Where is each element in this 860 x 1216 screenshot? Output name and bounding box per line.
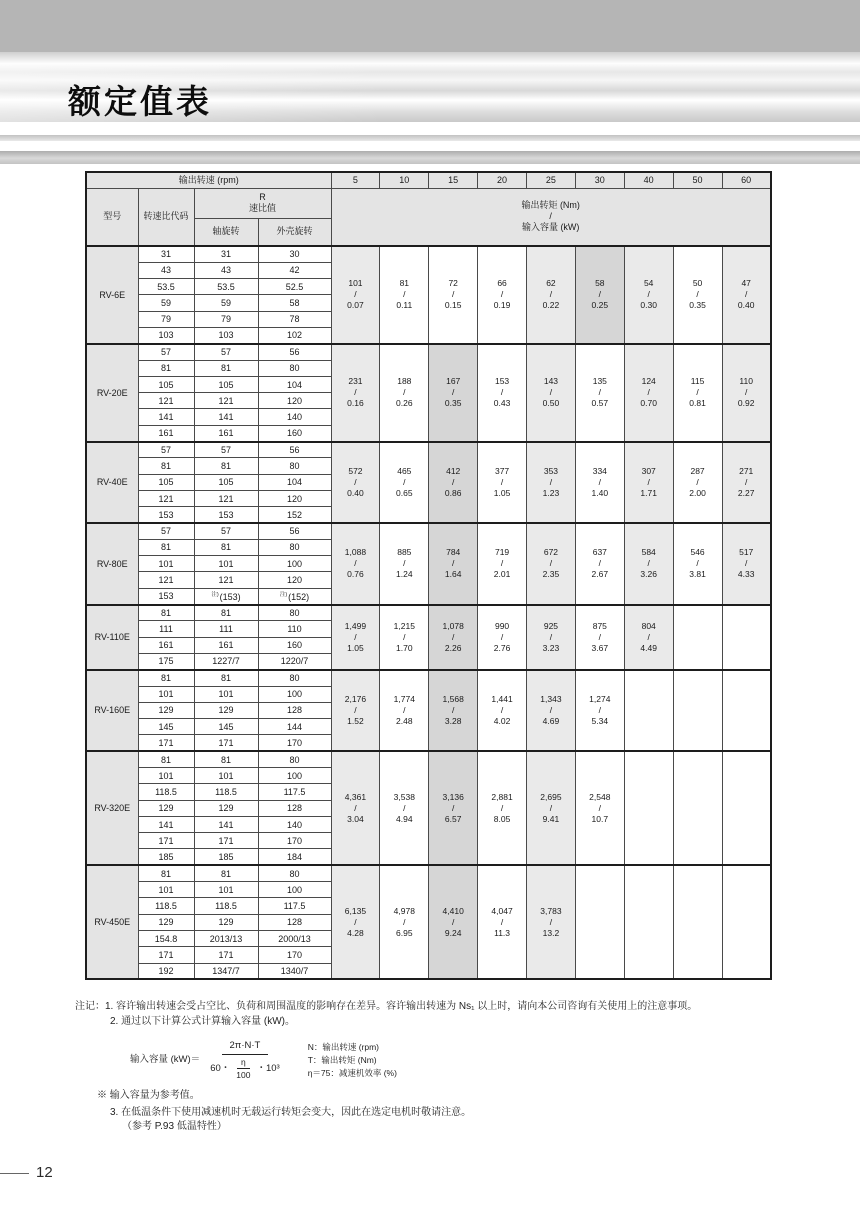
ratio-cell: 118.5	[138, 898, 194, 914]
torque-capacity-cell: 546 / 3.81	[673, 523, 722, 604]
table-row	[86, 246, 771, 262]
ratio-cell: 185	[194, 849, 258, 865]
ratio-cell: 57	[194, 523, 258, 539]
ratio-cell: 81	[138, 605, 194, 621]
torque-capacity-cell: 6,135 / 4.28	[331, 865, 380, 979]
torque-capacity-cell: 584 / 3.26	[624, 523, 673, 604]
torque-capacity-cell	[722, 670, 771, 751]
ratio-cell: 81	[194, 605, 258, 621]
torque-capacity-cell: 54 / 0.30	[624, 246, 673, 344]
torque-capacity-cell: 925 / 3.23	[527, 605, 576, 670]
note-3: 3. 在低温条件下使用减速机时无载运行转矩会变大，因此在选定电机时敬请注意。	[110, 1106, 472, 1118]
ratio-cell: 141	[138, 816, 194, 832]
torque-capacity-cell: 2,548 / 10.7	[575, 751, 624, 865]
torque-capacity-cell	[624, 670, 673, 751]
ratio-cell: 101	[138, 556, 194, 572]
torque-capacity-cell: 719 / 2.01	[478, 523, 527, 604]
torque-capacity-cell	[673, 751, 722, 865]
ratio-cell: 144	[258, 719, 331, 735]
ratio-cell: 56	[258, 523, 331, 539]
ratio-cell: 145	[138, 719, 194, 735]
ratio-cell: 81	[194, 539, 258, 555]
ratio-cell: 80	[258, 360, 331, 376]
ratio-cell: 171	[138, 833, 194, 849]
model-name: RV-20E	[86, 344, 138, 442]
ratio-cell: 118.5	[194, 784, 258, 800]
torque-capacity-cell: 58 / 0.25	[575, 246, 624, 344]
ratio-cell: 57	[138, 442, 194, 458]
ratio-cell: 129	[138, 800, 194, 816]
speed-header-row	[86, 172, 771, 188]
torque-header-line1: 输出转矩 (Nm)	[521, 199, 580, 210]
ratio-cell: 100	[258, 882, 331, 898]
torque-capacity-cell: 2,176 / 1.52	[331, 670, 380, 751]
ratio-cell: 59	[194, 295, 258, 311]
torque-capacity-cell: 990 / 2.76	[478, 605, 527, 670]
ratio-cell: 160	[258, 637, 331, 653]
ratio-cell: 121	[138, 572, 194, 588]
torque-capacity-cell: 4,410 / 9.24	[429, 865, 478, 979]
legend-n: N：输出转速 (rpm)	[307, 1042, 379, 1053]
ratio-cell: 154.8	[138, 930, 194, 946]
table-row	[86, 670, 771, 686]
torque-capacity-cell: 135 / 0.57	[575, 344, 624, 442]
ratio-cell: 141	[194, 816, 258, 832]
torque-capacity-cell: 637 / 2.67	[575, 523, 624, 604]
ratio-cell: 153	[138, 507, 194, 523]
ratio-cell: 141	[138, 409, 194, 425]
torque-capacity-cell: 188 / 0.26	[380, 344, 429, 442]
ratio-cell: 175	[138, 653, 194, 669]
ratio-cell: 101	[194, 882, 258, 898]
ratio-cell: 117.5	[258, 784, 331, 800]
ratio-cell: 140	[258, 816, 331, 832]
ratio-cell: 104	[258, 376, 331, 392]
ratio-cell: 121	[138, 393, 194, 409]
ratio-cell: 129	[138, 914, 194, 930]
ratio-cell: 105	[194, 474, 258, 490]
ratio-cell: 100	[258, 686, 331, 702]
ratio-cell: 121	[194, 572, 258, 588]
torque-capacity-cell	[673, 605, 722, 670]
torque-capacity-cell: 3,783 / 13.2	[527, 865, 576, 979]
model-name: RV-110E	[86, 605, 138, 670]
ratio-cell: 101	[138, 882, 194, 898]
formula-lhs: 输入容量 (kW)＝	[130, 1054, 201, 1066]
model-name: RV-160E	[86, 670, 138, 751]
model-header: 型号	[86, 188, 138, 246]
denominator-prefix: 60・	[210, 1062, 231, 1074]
ratio-cell: 43	[138, 262, 194, 278]
page-top-band	[0, 0, 860, 52]
ratio-cell: 80	[258, 670, 331, 686]
torque-capacity-cell	[722, 605, 771, 670]
ratio-cell: 128	[258, 914, 331, 930]
ratio-cell: 1347/7	[194, 963, 258, 979]
ratio-cell: 111	[138, 621, 194, 637]
footnote-mark: 注)	[211, 592, 219, 599]
model-name: RV-40E	[86, 442, 138, 523]
rating-table-section	[85, 171, 772, 980]
ratio-cell: 120	[258, 393, 331, 409]
ratio-cell: 192	[138, 963, 194, 979]
ratio-cell: 57	[138, 344, 194, 360]
footnote-mark: 注)	[279, 592, 288, 599]
ratio-cell: 141	[194, 409, 258, 425]
ratio-cell: 81	[194, 360, 258, 376]
ratio-cell: 152	[258, 507, 331, 523]
ratio-cell: 171	[138, 947, 194, 963]
page-top-fade	[0, 52, 860, 64]
ratio-cell: 101	[138, 768, 194, 784]
ratio-cell: 2013/13	[194, 930, 258, 946]
ratio-cell: 171	[138, 735, 194, 751]
torque-capacity-cell	[575, 865, 624, 979]
formula-fraction	[206, 1039, 284, 1081]
ratio-cell: 101	[194, 768, 258, 784]
legend-t: T：输出转矩 (Nm)	[307, 1054, 377, 1065]
ratio-cell: 101	[194, 686, 258, 702]
formula-denominator	[206, 1055, 284, 1082]
torque-capacity-cell: 81 / 0.11	[380, 246, 429, 344]
torque-capacity-cell: 110 / 0.92	[722, 344, 771, 442]
torque-header-slash: /	[549, 211, 552, 222]
torque-capacity-cell: 4,978 / 6.95	[380, 865, 429, 979]
torque-capacity-cell: 1,088 / 0.76	[331, 523, 380, 604]
torque-capacity-cell: 101 / 0.07	[331, 246, 380, 344]
ratio-cell: 31	[138, 246, 194, 262]
table-row	[86, 605, 771, 621]
eta-symbol: η	[237, 1056, 250, 1069]
torque-capacity-cell	[673, 670, 722, 751]
ratio-cell: 1340/7	[258, 963, 331, 979]
speed-col-header: 20	[478, 172, 527, 188]
ratio-cell: 145	[194, 719, 258, 735]
ratio-cell: 105	[194, 376, 258, 392]
model-name: RV-6E	[86, 246, 138, 344]
ratio-cell: 78	[258, 311, 331, 327]
ratio-cell: 118.5	[194, 898, 258, 914]
torque-capacity-cell: 1,568 / 3.28	[429, 670, 478, 751]
torque-capacity-cell	[722, 751, 771, 865]
note-1	[75, 1000, 855, 1015]
ratio-cell: 121	[194, 393, 258, 409]
ratio-cell: 153	[194, 507, 258, 523]
ratio-cell: 81	[194, 670, 258, 686]
torque-capacity-cell: 875 / 3.67	[575, 605, 624, 670]
ratio-cell: 111	[194, 621, 258, 637]
formula-legend	[308, 1041, 397, 1079]
ratio-cell: $^{注)}$(152)	[258, 588, 331, 604]
ratio-cell: 102	[258, 327, 331, 343]
ratio-cell: 161	[194, 637, 258, 653]
torque-capacity-cell: 784 / 1.64	[429, 523, 478, 604]
torque-capacity-cell: 62 / 0.22	[527, 246, 576, 344]
ratio-cell: 100	[258, 556, 331, 572]
ratio-cell: 171	[194, 947, 258, 963]
ratio-cell: 80	[258, 751, 331, 767]
ratio-cell: $^{注)}$(153)	[194, 588, 258, 604]
torque-capacity-cell: 1,774 / 2.48	[380, 670, 429, 751]
ratio-cell: 101	[138, 686, 194, 702]
ratio-cell: 31	[194, 246, 258, 262]
ratio-value-header-line1: R	[259, 191, 266, 202]
ratio-cell: 170	[258, 947, 331, 963]
torque-capacity-cell: 412 / 0.86	[429, 442, 478, 523]
ratio-cell: 81	[138, 360, 194, 376]
torque-capacity-cell	[624, 751, 673, 865]
torque-capacity-cell: 885 / 1.24	[380, 523, 429, 604]
torque-capacity-cell: 124 / 0.70	[624, 344, 673, 442]
ratio-cell: 80	[258, 539, 331, 555]
ratio-cell: 170	[258, 735, 331, 751]
ratio-cell: 53.5	[138, 279, 194, 295]
ratio-cell: 184	[258, 849, 331, 865]
footer-rule	[0, 1173, 29, 1174]
torque-capacity-cell: 66 / 0.19	[478, 246, 527, 344]
ratio-cell: 120	[258, 572, 331, 588]
torque-capacity-cell: 2,881 / 8.05	[478, 751, 527, 865]
torque-capacity-cell: 517 / 4.33	[722, 523, 771, 604]
eta-fraction	[232, 1056, 254, 1082]
divider-stripe	[0, 135, 860, 141]
ratio-cell: 171	[194, 735, 258, 751]
speed-header-label: 输出转速 (rpm)	[86, 172, 331, 188]
torque-capacity-cell: 167 / 0.35	[429, 344, 478, 442]
ratio-cell: 52.5	[258, 279, 331, 295]
ratio-cell: 105	[138, 474, 194, 490]
ratio-cell: 56	[258, 344, 331, 360]
torque-capacity-cell: 153 / 0.43	[478, 344, 527, 442]
ratio-cell: 118.5	[138, 784, 194, 800]
ratio-cell: 104	[258, 474, 331, 490]
ratio-cell: 57	[194, 344, 258, 360]
ratio-cell: 121	[138, 490, 194, 506]
ratio-cell: 1220/7	[258, 653, 331, 669]
ratio-cell: 129	[194, 914, 258, 930]
notes-label: 注记：	[75, 1001, 105, 1012]
ratio-cell: 80	[258, 605, 331, 621]
ratio-cell: 103	[138, 327, 194, 343]
ratio-cell: 81	[138, 539, 194, 555]
ratio-cell: 57	[138, 523, 194, 539]
ratio-cell: 105	[138, 376, 194, 392]
ratio-cell: 57	[194, 442, 258, 458]
ratio-cell: 161	[138, 637, 194, 653]
ratio-cell: 103	[194, 327, 258, 343]
ratio-cell: 153	[138, 588, 194, 604]
table-row	[86, 751, 771, 767]
speed-col-header: 15	[429, 172, 478, 188]
torque-capacity-cell: 4,047 / 11.3	[478, 865, 527, 979]
table-row	[86, 344, 771, 360]
torque-capacity-cell: 72 / 0.15	[429, 246, 478, 344]
page-banner	[0, 64, 860, 122]
ratio-cell: 100	[258, 768, 331, 784]
torque-capacity-cell: 1,343 / 4.69	[527, 670, 576, 751]
torque-capacity-cell: 1,215 / 1.70	[380, 605, 429, 670]
formula-numerator: 2π·N·T	[222, 1039, 269, 1055]
legend-eta: η＝75：减速机效率 (%)	[307, 1067, 397, 1078]
torque-capacity-cell: 143 / 0.50	[527, 344, 576, 442]
torque-capacity-cell	[722, 865, 771, 979]
ratio-cell: 170	[258, 833, 331, 849]
speed-col-header: 50	[673, 172, 722, 188]
torque-capacity-cell: 2,695 / 9.41	[527, 751, 576, 865]
eta-denominator: 100	[236, 1070, 251, 1081]
table-row	[86, 523, 771, 539]
ratio-cell: 30	[258, 246, 331, 262]
ratio-cell: 2000/13	[258, 930, 331, 946]
ratio-cell: 81	[138, 865, 194, 881]
torque-capacity-cell: 1,078 / 2.26	[429, 605, 478, 670]
note-1-text: 1. 容许输出转速会受占空比、负荷和周围温度的影响存在差异。容许输出转速为 Ns₁ 以上时，请向本公司咨询有关使用上的注意事项。	[105, 1001, 698, 1012]
torque-capacity-cell: 3,136 / 6.57	[429, 751, 478, 865]
torque-capacity-cell	[624, 865, 673, 979]
model-name: RV-80E	[86, 523, 138, 604]
ratio-cell: 129	[194, 800, 258, 816]
torque-capacity-cell: 804 / 4.49	[624, 605, 673, 670]
ratio-cell: 121	[194, 490, 258, 506]
capacity-header-line: 输入容量 (kW)	[521, 222, 580, 233]
ratio-cell: 53.5	[194, 279, 258, 295]
torque-capacity-cell: 1,499 / 1.05	[331, 605, 380, 670]
ratio-cell: 161	[194, 425, 258, 441]
reference-note: ※ 输入容量为参考值。	[97, 1090, 200, 1102]
ratio-cell: 101	[194, 556, 258, 572]
table-row	[86, 442, 771, 458]
torque-capacity-cell: 287 / 2.00	[673, 442, 722, 523]
ratio-cell: 160	[258, 425, 331, 441]
input-capacity-formula	[130, 1039, 855, 1081]
rating-table	[85, 171, 772, 980]
ratio-cell: 81	[194, 865, 258, 881]
torque-capacity-cell: 115 / 0.81	[673, 344, 722, 442]
speed-col-header: 5	[331, 172, 380, 188]
torque-capacity-cell: 334 / 1.40	[575, 442, 624, 523]
ratio-cell: 110	[258, 621, 331, 637]
ratio-cell: 56	[258, 442, 331, 458]
case-rotation-header: 外壳旋转	[258, 218, 331, 246]
speed-col-header: 60	[722, 172, 771, 188]
torque-capacity-cell: 1,274 / 5.34	[575, 670, 624, 751]
ratio-cell: 79	[194, 311, 258, 327]
page-footer	[0, 1160, 200, 1190]
ratio-cell: 79	[138, 311, 194, 327]
torque-capacity-cell: 572 / 0.40	[331, 442, 380, 523]
notes-section	[75, 1000, 855, 1135]
ratio-cell: 128	[258, 800, 331, 816]
torque-capacity-cell: 3,538 / 4.94	[380, 751, 429, 865]
ratio-value-header	[194, 188, 331, 218]
ratio-cell: 58	[258, 295, 331, 311]
model-name: RV-320E	[86, 751, 138, 865]
torque-capacity-cell: 672 / 2.35	[527, 523, 576, 604]
header-group-row	[86, 188, 771, 218]
ratio-cell: 129	[194, 702, 258, 718]
torque-capacity-cell: 1,441 / 4.02	[478, 670, 527, 751]
page-number: 12	[36, 1164, 53, 1181]
torque-capacity-cell: 307 / 1.71	[624, 442, 673, 523]
model-name: RV-450E	[86, 865, 138, 979]
torque-capacity-cell: 271 / 2.27	[722, 442, 771, 523]
torque-capacity-cell: 4,361 / 3.04	[331, 751, 380, 865]
ratio-cell: 43	[194, 262, 258, 278]
torque-capacity-cell: 377 / 1.05	[478, 442, 527, 523]
ratio-cell: 80	[258, 458, 331, 474]
torque-capacity-cell: 231 / 0.16	[331, 344, 380, 442]
ratio-cell: 81	[138, 458, 194, 474]
ratio-cell: 120	[258, 490, 331, 506]
denominator-suffix: ・10³	[256, 1062, 280, 1074]
ratio-cell: 81	[138, 670, 194, 686]
torque-capacity-cell: 465 / 0.65	[380, 442, 429, 523]
ratio-cell: 80	[258, 865, 331, 881]
speed-col-header: 40	[624, 172, 673, 188]
speed-col-header: 30	[575, 172, 624, 188]
ratio-cell: 59	[138, 295, 194, 311]
speed-col-header: 25	[527, 172, 576, 188]
ratio-cell: 81	[138, 751, 194, 767]
ratio-cell: 161	[138, 425, 194, 441]
ratio-cell: 140	[258, 409, 331, 425]
ratio-value-header-line2: 速比值	[248, 203, 276, 213]
ratio-cell: 117.5	[258, 898, 331, 914]
note-3b: （参考 P.93 低温特性）	[122, 1121, 227, 1133]
ratio-cell: 1227/7	[194, 653, 258, 669]
speed-col-header: 10	[380, 172, 429, 188]
ratio-cell: 128	[258, 702, 331, 718]
torque-capacity-cell	[673, 865, 722, 979]
torque-capacity-cell: 353 / 1.23	[527, 442, 576, 523]
ratio-cell: 129	[138, 702, 194, 718]
ratio-cell: 171	[194, 833, 258, 849]
ratio-code-header: 转速比代码	[138, 188, 194, 246]
ratio-cell: 42	[258, 262, 331, 278]
torque-capacity-cell: 50 / 0.35	[673, 246, 722, 344]
ratio-cell: 185	[138, 849, 194, 865]
torque-capacity-header	[331, 188, 771, 246]
shaft-rotation-header: 轴旋转	[194, 218, 258, 246]
torque-capacity-cell: 47 / 0.40	[722, 246, 771, 344]
note-2: 2. 通过以下计算公式计算输入容量 (kW)。	[110, 1015, 295, 1027]
page-title: 额定值表	[68, 83, 212, 120]
ratio-cell: 81	[194, 751, 258, 767]
divider-stripe	[0, 151, 860, 164]
table-row	[86, 865, 771, 881]
ratio-cell: 81	[194, 458, 258, 474]
